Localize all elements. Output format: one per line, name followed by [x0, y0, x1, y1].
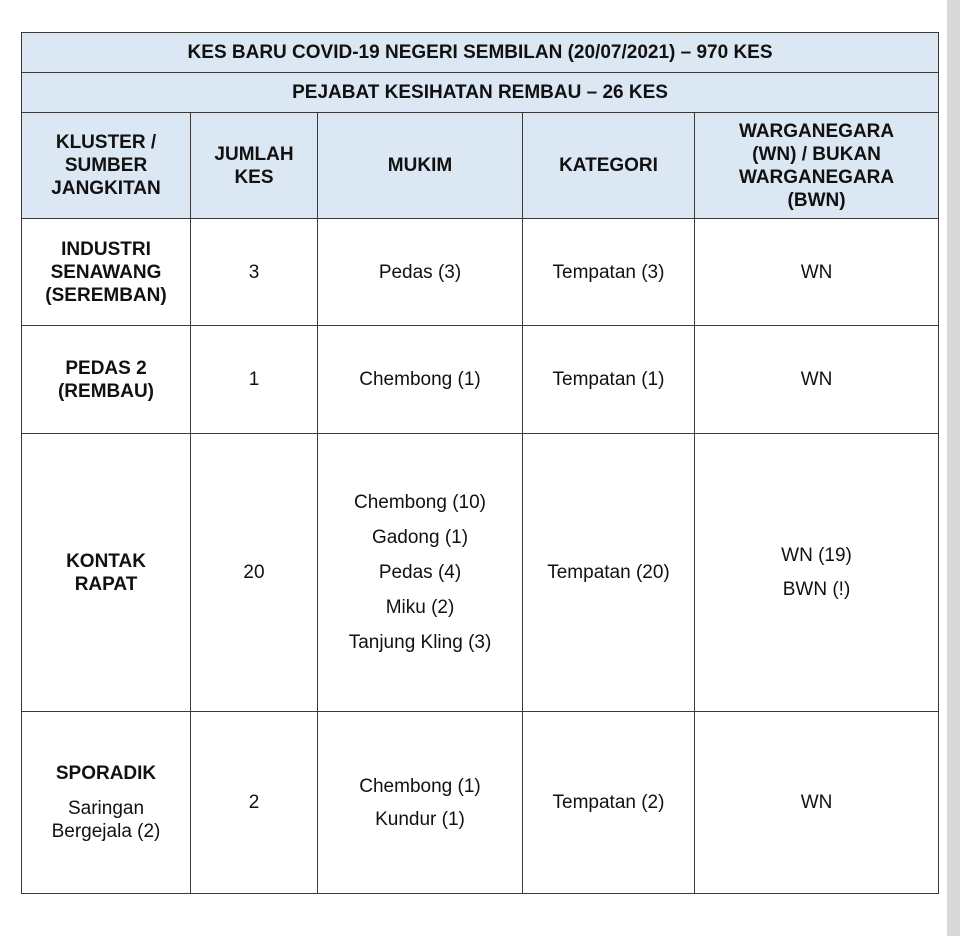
cluster-line: (SEREMBAN)	[45, 284, 167, 306]
cluster-line: RAPAT	[74, 573, 138, 595]
cell-mukim	[318, 219, 523, 326]
mukim-entry: Chembong (1)	[359, 369, 481, 390]
wn-entry: WN	[800, 261, 833, 283]
cell-wn	[695, 326, 939, 434]
header-cluster-line: SUMBER	[64, 155, 148, 176]
cluster-line: KONTAK	[66, 550, 146, 572]
table-row	[22, 219, 939, 326]
header-wn-line: WARGANEGARA	[738, 166, 895, 188]
cell-cluster	[22, 326, 191, 434]
header-mukim: MUKIM	[318, 113, 523, 219]
covid-cases-table	[21, 32, 939, 894]
cell-kategori: Tempatan (20)	[523, 434, 695, 712]
header-cluster-line: KLUSTER /	[55, 132, 157, 153]
cell-kategori: Tempatan (1)	[523, 326, 695, 434]
header-jumlah-line: JUMLAH	[214, 143, 294, 165]
cell-wn	[695, 434, 939, 712]
mukim-entry: Tanjung Kling (3)	[348, 632, 492, 653]
cluster-note	[26, 797, 186, 843]
table-subtitle: PEJABAT KESIHATAN REMBAU – 26 KES	[22, 73, 939, 113]
mukim-entry: Chembong (10)	[353, 492, 487, 513]
cell-jumlah: 3	[191, 219, 318, 326]
wn-entry: WN (19)	[781, 545, 852, 566]
cell-mukim	[318, 326, 523, 434]
header-wn	[695, 113, 939, 219]
cluster-line: PEDAS 2	[65, 357, 147, 379]
page-right-edge	[947, 0, 960, 936]
header-wn-line: (WN) / BUKAN	[752, 143, 881, 165]
cluster-line: SENAWANG	[50, 261, 162, 283]
wn-entry: WN	[800, 792, 833, 813]
mukim-entry: Miku (2)	[385, 597, 455, 618]
header-wn-line: WARGANEGARA	[738, 120, 895, 142]
cell-cluster	[22, 712, 191, 894]
mukim-entry: Pedas (4)	[378, 562, 462, 583]
cluster-line: (REMBAU)	[57, 380, 155, 402]
table-row	[22, 434, 939, 712]
header-wn-line: (BWN)	[787, 189, 846, 211]
cell-wn	[695, 712, 939, 894]
cell-cluster	[22, 434, 191, 712]
header-cluster	[22, 113, 191, 219]
mukim-entry: Kundur (1)	[375, 808, 465, 830]
header-jumlah	[191, 113, 318, 219]
wn-entry: WN	[800, 369, 833, 390]
cell-mukim	[318, 434, 523, 712]
cell-jumlah: 1	[191, 326, 318, 434]
cluster-line: INDUSTRI	[61, 238, 151, 260]
table-header-row	[22, 113, 939, 219]
cell-mukim	[318, 712, 523, 894]
cell-kategori: Tempatan (3)	[523, 219, 695, 326]
table-row	[22, 712, 939, 894]
cluster-note-line: Saringan	[67, 798, 145, 819]
table-subtitle-row	[22, 73, 939, 113]
cell-jumlah: 20	[191, 434, 318, 712]
wn-entry: BWN (!)	[782, 579, 851, 600]
cluster-line: SPORADIK	[55, 763, 157, 784]
table-title-row	[22, 33, 939, 73]
header-cluster-line: JANGKITAN	[51, 178, 161, 199]
header-jumlah-line: KES	[234, 166, 274, 188]
table-title: KES BARU COVID-19 NEGERI SEMBILAN (20/07/2021) – 970 KES	[22, 33, 939, 73]
header-kategori: KATEGORI	[523, 113, 695, 219]
cell-cluster	[22, 219, 191, 326]
cell-jumlah: 2	[191, 712, 318, 894]
table-row	[22, 326, 939, 434]
mukim-entry: Pedas (3)	[378, 261, 462, 283]
mukim-entry: Gadong (1)	[371, 527, 469, 548]
cluster-note-line: Bergejala (2)	[51, 821, 161, 842]
cell-wn	[695, 219, 939, 326]
mukim-entry: Chembong (1)	[359, 775, 481, 797]
cell-kategori: Tempatan (2)	[523, 712, 695, 894]
